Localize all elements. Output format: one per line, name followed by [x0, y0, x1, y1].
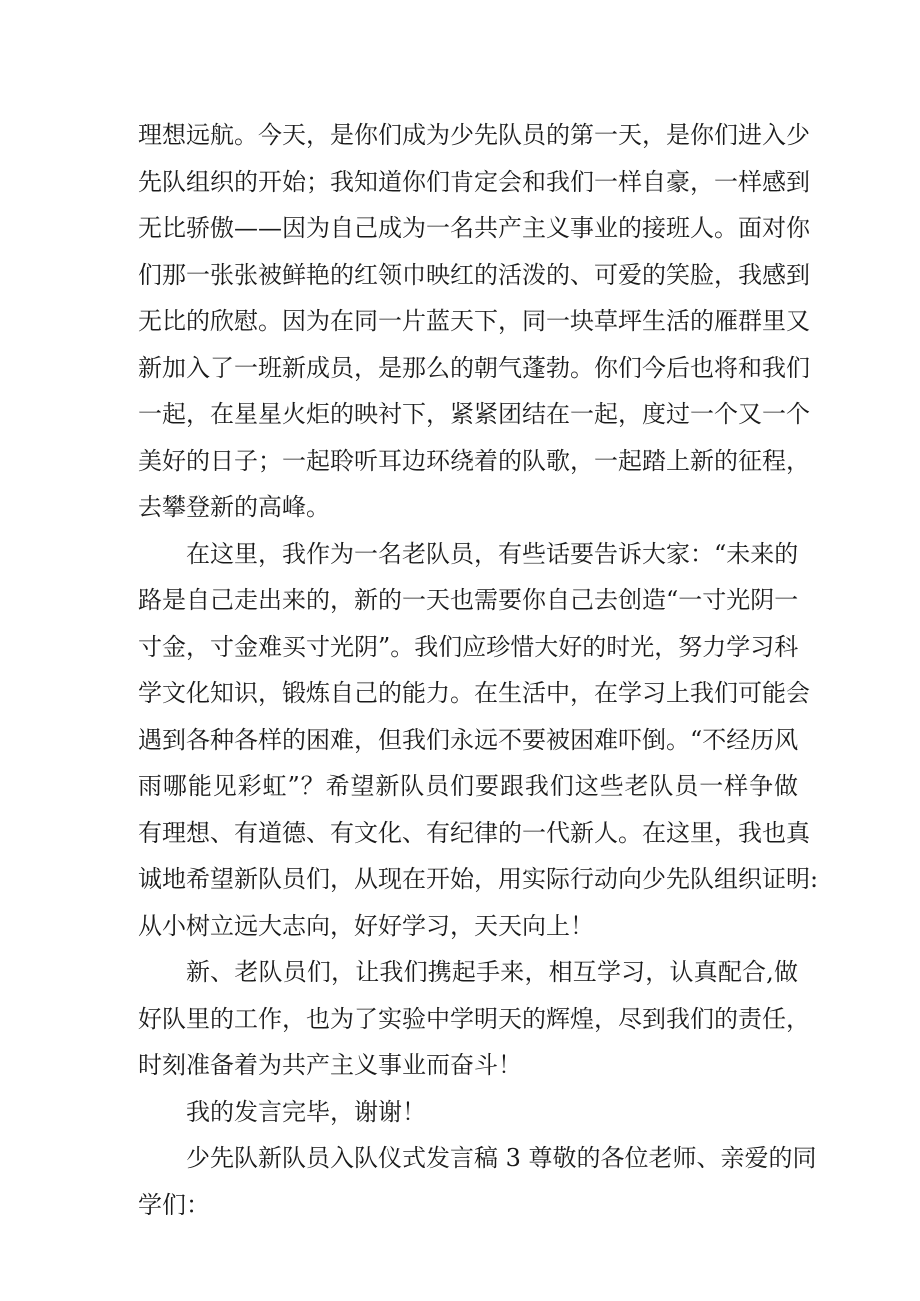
text-line: 时刻准备着为共产主义事业而奋斗！ [138, 1051, 522, 1079]
paragraph [138, 531, 819, 950]
text-line: 去攀登新的高峰。 [138, 493, 330, 521]
text-line: 我的发言完毕，谢谢！ [186, 1097, 426, 1126]
paragraph [138, 1089, 798, 1136]
text-line: 从小树立远大志向，好好学习，天天向上！ [138, 911, 594, 940]
text-line: 新加入了一班新成员，是那么的朝气蓬勃。你们今后也将和我们 [138, 353, 810, 382]
text-line: 在这里，我作为一名老队员，有些话要告诉大家：“未来的 [186, 539, 799, 568]
paragraph [138, 949, 810, 1089]
text-line: 一起，在星星火炬的映衬下，紧紧团结在一起，度过一个又一个 [138, 400, 810, 428]
text-line: 美好的日子；一起聆听耳边环绕着的队歌，一起踏上新的征程， [138, 446, 810, 475]
text-line: 有理想、有道德、有文化、有纪律的一代新人。在这里，我也真 [138, 818, 810, 847]
text-line: 寸金，寸金难买寸光阴”。我们应珍惜大好的时光，努力学习科 [138, 632, 799, 661]
text-line: 遇到各种各样的困难，但我们永远不要被困难吓倒。“不经历风 [138, 725, 799, 754]
paragraph [138, 1135, 817, 1228]
text-line: 学们： [138, 1190, 210, 1219]
text-line: 少先队新队员入队仪式发言稿 3 尊敬的各位老师、亲爱的同 [186, 1144, 817, 1172]
text-line: 诚地希望新队员们，从现在开始，用实际行动向少先队组织证明: [138, 865, 819, 893]
text-line: 先队组织的开始；我知道你们肯定会和我们一样自豪，一样感到 [138, 167, 810, 196]
document-body [138, 112, 819, 1228]
text-line: 雨哪能见彩虹”？希望新队员们要跟我们这些老队员一样争做 [138, 772, 798, 800]
text-line: 理想远航。今天，是你们成为少先队员的第一天，是你们进入少 [138, 121, 810, 149]
text-line: 无比的欣慰。因为在同一片蓝天下，同一块草坪生活的雁群里又 [138, 307, 810, 335]
text-line: 路是自己走出来的，新的一天也需要你自己去创造“一寸光阴一 [138, 586, 799, 614]
text-line: 学文化知识，锻炼自己的能力。在生活中，在学习上我们可能会 [138, 679, 810, 707]
text-line: 新、老队员们，让我们携起手来，相互学习，认真配合,做 [186, 958, 798, 986]
text-line: 无比骄傲——因为自己成为一名共产主义事业的接班人。面对你 [138, 214, 810, 242]
paragraph [138, 112, 810, 531]
text-line: 好队里的工作，也为了实验中学明天的辉煌，尽到我们的责任， [138, 1004, 810, 1033]
text-line: 们那一张张被鲜艳的红领巾映红的活泼的、可爱的笑脸，我感到 [138, 260, 810, 289]
